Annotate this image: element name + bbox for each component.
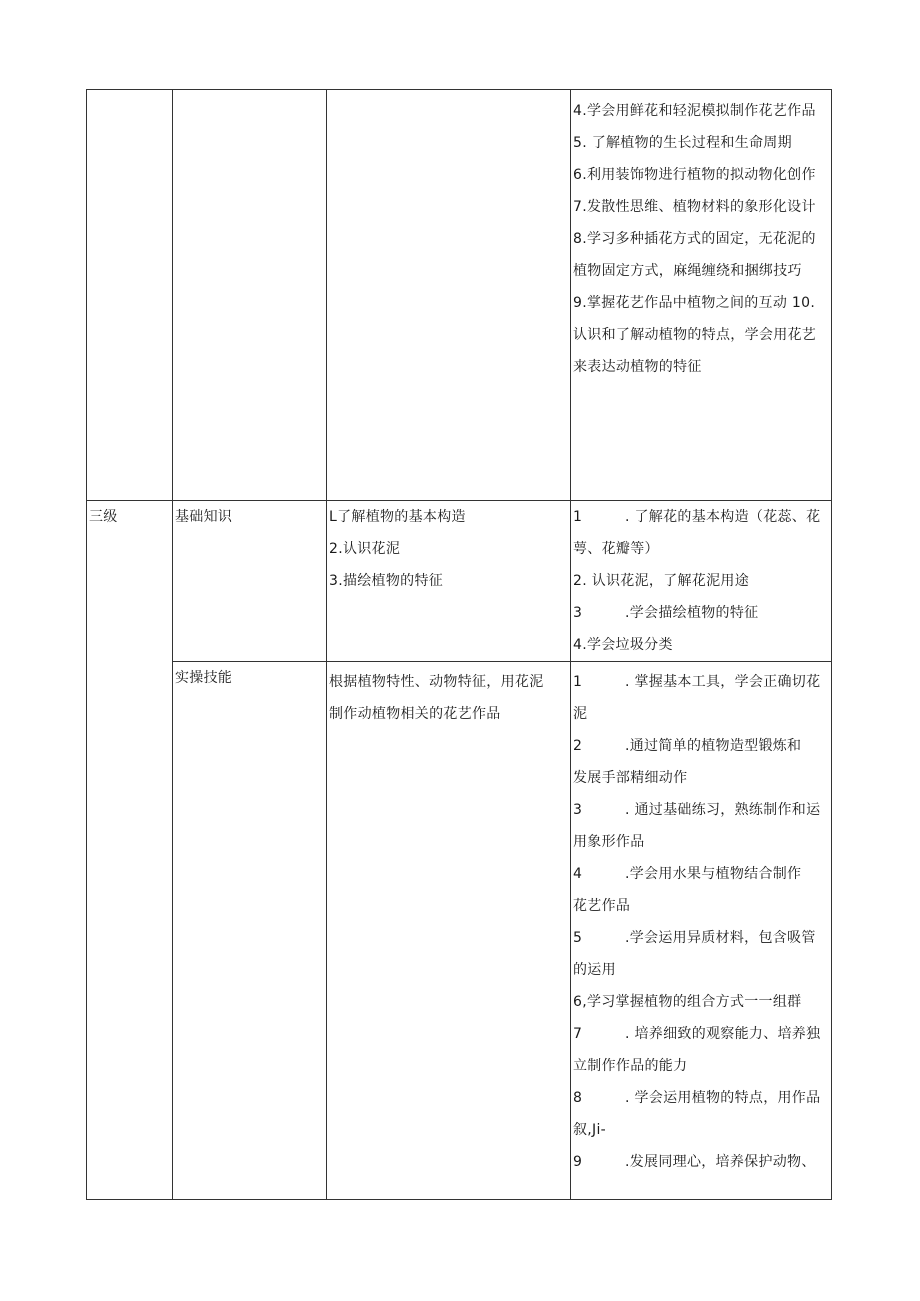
goal-number: 3 <box>573 605 583 621</box>
goal-text: .通过简单的植物造型锻炼和 <box>625 738 802 754</box>
goal-number: 2 <box>573 738 583 754</box>
content-line: L了解植物的基本构造 <box>329 509 466 525</box>
category-cell <box>173 501 327 662</box>
content-line: 制作动植物相关的花艺作品 <box>329 706 501 722</box>
goal-number: 4 <box>573 866 583 882</box>
curriculum-table <box>86 89 832 1200</box>
category-cell <box>173 90 327 501</box>
goal-number: 1 <box>573 674 583 690</box>
goal-line <box>573 1146 829 1178</box>
goal-line: 来表达动植物的特征 <box>573 359 702 375</box>
goal-line: 7.发散性思维、植物材料的象形化设计 <box>573 199 816 215</box>
goal-number: 7 <box>573 1026 583 1042</box>
goal-number: 5 <box>573 930 583 946</box>
goal-line <box>573 662 829 698</box>
goal-line: 9.掌握花艺作品中植物之间的互动 10. <box>573 295 816 311</box>
content-line: 根据植物特性、动物特征，用花泥 <box>329 674 544 690</box>
goal-line <box>573 922 829 954</box>
content-cell <box>327 501 571 662</box>
goal-line: 发展手部精细动作 <box>573 770 688 786</box>
goal-line <box>573 1082 829 1114</box>
table-row <box>87 662 832 1200</box>
goal-line: 6,学习掌握植物的组合方式一一组群 <box>573 994 802 1010</box>
level-cell <box>87 90 173 501</box>
goal-text: .学会运用异质材料，包含吸管 <box>625 930 816 946</box>
content-line: 2.认识花泥 <box>329 541 401 557</box>
goal-line <box>573 730 829 762</box>
goal-number: 3 <box>573 802 583 818</box>
goal-line: 4.学会垃圾分类 <box>573 637 673 653</box>
goal-text: . 学会运用植物的特点，用作品 <box>625 1090 821 1106</box>
goal-number: 9 <box>573 1154 583 1170</box>
goals-cell <box>571 501 832 662</box>
goal-line <box>573 794 829 826</box>
goal-text: . 掌握基本工具，学会正确切花 <box>625 674 821 690</box>
table-row <box>87 501 832 662</box>
goal-line: 泥 <box>573 706 588 722</box>
category-label: 基础知识 <box>175 509 233 525</box>
goal-text: .学会用水果与植物结合制作 <box>625 866 802 882</box>
goals-cell <box>571 662 832 1200</box>
goal-line: 用象形作品 <box>573 834 645 850</box>
level-label: 三级 <box>89 509 118 525</box>
goal-line <box>573 858 829 890</box>
goal-line: 6.利用装饰物进行植物的拟动物化创作 <box>573 167 816 183</box>
goal-line: 叙,Ji- <box>573 1122 607 1138</box>
goal-line: 5. 了解植物的生长过程和生命周期 <box>573 135 792 151</box>
goal-text: .学会描绘植物的特征 <box>625 605 759 621</box>
goal-line <box>573 597 829 629</box>
goal-line: 2. 认识花泥，了解花泥用途 <box>573 573 750 589</box>
goal-text: .发展同理心，培养保护动物、 <box>625 1154 816 1170</box>
content-line: 3.描绘植物的特征 <box>329 573 444 589</box>
level-cell <box>87 501 173 1200</box>
goal-line: 认识和了解动植物的特点，学会用花艺 <box>573 327 817 343</box>
category-cell <box>173 662 327 1200</box>
goal-line: 植物固定方式，麻绳缠绕和捆绑技巧 <box>573 263 802 279</box>
category-label: 实操技能 <box>175 670 233 686</box>
goal-text: . 通过基础练习，熟练制作和运 <box>625 802 821 818</box>
goal-number: 8 <box>573 1090 583 1106</box>
goal-text: . 了解花的基本构造（花蕊、花 <box>625 509 821 525</box>
goals-cell <box>571 90 832 501</box>
table-row <box>87 90 832 501</box>
goal-line: 萼、花瓣等） <box>573 541 659 557</box>
goal-number: 1 <box>573 509 583 525</box>
goal-line: 8.学习多种插花方式的固定，无花泥的 <box>573 231 816 247</box>
goal-line: 花艺作品 <box>573 898 631 914</box>
content-cell <box>327 90 571 501</box>
goal-line: 立制作作品的能力 <box>573 1058 688 1074</box>
goal-line: 4.学会用鲜花和轻泥模拟制作花艺作品 <box>573 103 816 119</box>
content-cell <box>327 662 571 1200</box>
goal-text: . 培养细致的观察能力、培养独 <box>625 1026 821 1042</box>
goal-line <box>573 1018 829 1050</box>
goal-line <box>573 501 829 533</box>
goal-line: 的运用 <box>573 962 616 978</box>
